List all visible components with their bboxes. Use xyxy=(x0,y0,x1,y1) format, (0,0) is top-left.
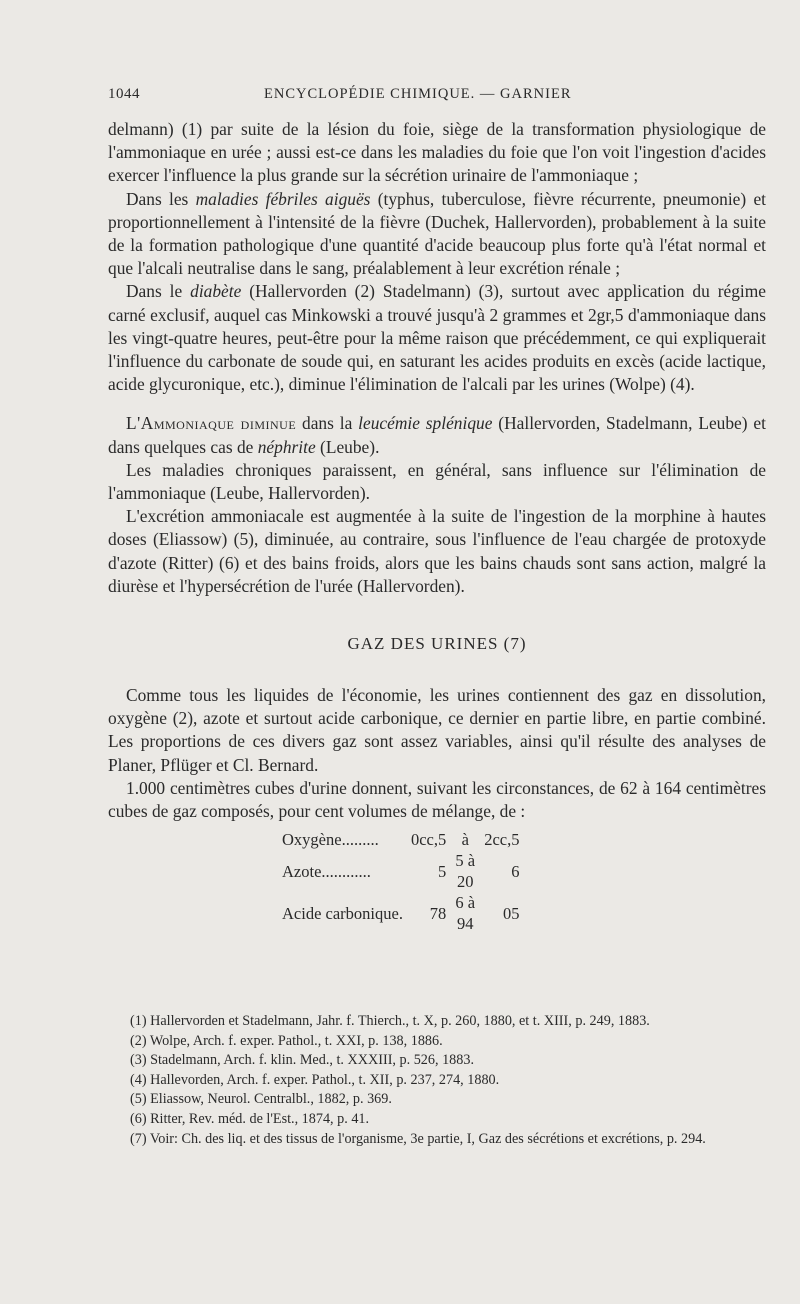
italic-term: néphrite xyxy=(257,436,316,457)
footnote: (3) Stadelmann, Arch. f. klin. Med., t. XXXIII, p. 526, 1883. xyxy=(130,1052,474,1069)
italic-term: diabète xyxy=(190,281,242,302)
footnote: (2) Wolpe, Arch. f. exper. Pathol., t. XXI, p. 138, 1886. xyxy=(130,1032,443,1049)
paragraph: delmann) (1) par suite de la lésion du foie, siège de la transformation physiologique de l'ammoniaque en urée ; aussi est-ce dans les maladies du foie que l'on voit l'ingestion d'acides exercer l'influence la plus grande sur la sécrétion urinaire de l'ammoniaque ; xyxy=(108,119,766,186)
gas-cell-c1: 0cc,5 xyxy=(410,830,447,850)
body-text xyxy=(108,118,766,934)
paragraph: Les maladies chroniques paraissent, en général, sans influence sur l'élimination de l'ammoniaque (Leube, Hallervorden). xyxy=(108,459,766,504)
paragraph: Dans le diabète (Hallervorden (2) Stadelmann) (3), surtout avec application du régime carné exclusif, auquel cas Minkowski a trouvé jusqu'à 2 grammes et 2gr,5 d'ammoniaque dans les vingt-quatre heures, peut-être pour la même raison que précédemment, ce qui expliquerait l'influence du carbonate de soude qui, en saturant les acides produits en excès (acide lactique, acide glycuronique, etc.), diminue l'élimination de l'alcali par les urines (Wolpe) (4). xyxy=(108,281,766,395)
page-header xyxy=(108,86,768,110)
running-title: ENCYCLOPÉDIE CHIMIQUE. — GARNIER xyxy=(264,86,572,102)
gas-cell-name: Oxygène......... xyxy=(282,830,379,850)
footnote: (7) Voir: Ch. des liq. et des tissus de l'organisme, 3e partie, I, Gaz des sécrétions et excrétions, p. 294. xyxy=(130,1130,706,1147)
gas-cell-c3: 05 xyxy=(503,903,520,923)
italic-term: leucémie splénique xyxy=(358,413,493,434)
gas-cell-c3: 2cc,5 xyxy=(484,830,520,850)
small-caps-lead: L'Ammoniaque diminue xyxy=(126,413,297,434)
paragraph: 1.000 centimètres cubes d'urine donnent, suivant les circonstances, de 62 à 164 centimètres cubes de gaz composés, pour cent volumes de mélange, de : xyxy=(108,777,766,822)
footnote: (1) Hallervorden et Stadelmann, Jahr. f. Thierch., t. X, p. 260, 1880, et t. XIII, p. 249, 1883. xyxy=(130,1013,650,1029)
paragraph: Comme tous les liquides de l'économie, les urines contiennent des gaz en dissolution, oxygène (2), azote et surtout acide carbonique, ce dernier en partie libre, en partie combiné. Les proportions de ces divers gaz sont assez variables, ainsi qu'il résulte des analyses de Planer, Pflüger et Cl. Bernard. xyxy=(108,685,766,775)
footnotes xyxy=(130,1012,766,1149)
paragraph: L'excrétion ammoniacale est augmentée à la suite de l'ingestion de la morphine à hautes doses (Eliassow) (5), diminuée, au contraire, sous l'influence de l'eau chargée de protoxyde d'azote (Ritter) (6) et des bains froids, alors que les bains chauds sont sans action, malgré la diurèse et l'hypersécrétion de l'urée (Hallervorden). xyxy=(108,506,766,596)
footnote: (5) Eliassow, Neurol. Centralbl., 1882, p. 369. xyxy=(130,1091,392,1108)
italic-term: maladies fébriles aiguës xyxy=(195,188,371,209)
paragraph: Dans les maladies fébriles aiguës (typhus, tuberculose, fièvre récurrente, pneumonie) et proportionnellement à l'intensité de la fièvre (Duchek, Hallervorden), probablement à la suite de la formation pathologique d'une quantité d'acide beaucoup plus forte qu'à l'état normal et que l'alcali neutralise dans le sang, préalablement à leur excrétion rénale ; xyxy=(108,188,766,279)
section-title: GAZ DES URINES (7) xyxy=(347,634,527,654)
page-number: 1044 xyxy=(108,86,140,102)
footnote: (4) Hallevorden, Arch. f. exper. Pathol., t. XII, p. 237, 274, 1880. xyxy=(130,1071,500,1088)
gas-cell-c2: à xyxy=(461,830,469,850)
gas-row xyxy=(278,850,524,892)
gas-cell-c1: 5 xyxy=(437,861,447,881)
gas-cell-c1: 78 xyxy=(429,903,447,923)
footnote: (6) Ritter, Rev. méd. de l'Est., 1874, p. 41. xyxy=(130,1110,370,1127)
gas-row xyxy=(278,829,524,850)
paragraph: L'Ammoniaque diminue dans la leucémie splénique (Hallervorden, Stadelmann, Leube) et dans quelques cas de néphrite (Leube). xyxy=(108,413,766,457)
gas-cell-c3: 6 xyxy=(511,861,520,881)
gas-cell-name: Azote............ xyxy=(282,861,371,881)
gas-composition-table xyxy=(278,829,524,934)
gas-cell-c2: 5 à 20 xyxy=(455,851,476,892)
gas-row xyxy=(278,892,524,934)
gas-cell-name: Acide carbonique. xyxy=(282,903,403,923)
gas-cell-c2: 6 à 94 xyxy=(455,893,476,934)
